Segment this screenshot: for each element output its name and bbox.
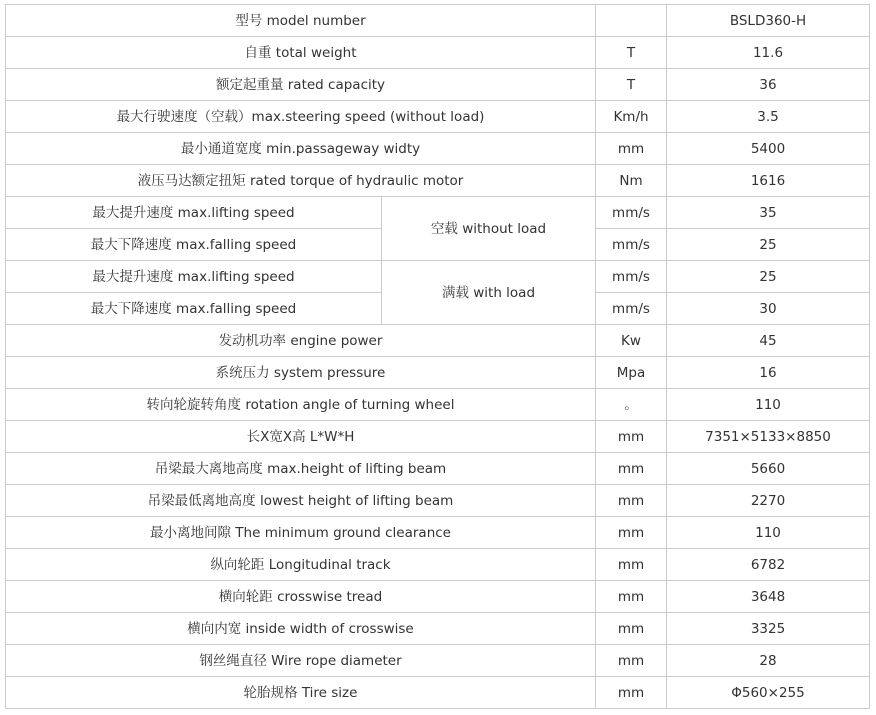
param-unit: Mpa — [596, 357, 667, 389]
table-row — [6, 453, 870, 485]
param-value: 25 — [667, 261, 870, 293]
param-unit: mm — [596, 549, 667, 581]
param-name: 自重 total weight — [6, 37, 596, 69]
param-unit: 。 — [596, 389, 667, 421]
table-row — [6, 549, 870, 581]
param-value: 3325 — [667, 613, 870, 645]
param-value: 3.5 — [667, 101, 870, 133]
param-value: 30 — [667, 293, 870, 325]
param-name: 最大下降速度 max.falling speed — [6, 229, 382, 261]
param-unit: mm — [596, 453, 667, 485]
table-row — [6, 5, 870, 37]
param-unit: mm — [596, 517, 667, 549]
param-value: 28 — [667, 645, 870, 677]
load-condition-without-load: 空载 without load — [382, 197, 596, 261]
param-value: 1616 — [667, 165, 870, 197]
table-row — [6, 69, 870, 101]
param-value: 5400 — [667, 133, 870, 165]
table-row — [6, 581, 870, 613]
param-unit: mm/s — [596, 261, 667, 293]
table-row — [6, 165, 870, 197]
param-name: 型号 model number — [6, 5, 596, 37]
param-unit — [596, 5, 667, 37]
param-name: 纵向轮距 Longitudinal track — [6, 549, 596, 581]
param-unit: T — [596, 69, 667, 101]
param-unit: mm — [596, 645, 667, 677]
param-value: 5660 — [667, 453, 870, 485]
param-value: 3648 — [667, 581, 870, 613]
spec-table — [5, 4, 870, 709]
param-unit: mm — [596, 613, 667, 645]
param-unit: mm — [596, 421, 667, 453]
param-name: 额定起重量 rated capacity — [6, 69, 596, 101]
param-name: 吊梁最低离地高度 lowest height of lifting beam — [6, 485, 596, 517]
param-unit: Km/h — [596, 101, 667, 133]
param-unit: mm/s — [596, 293, 667, 325]
param-value: 25 — [667, 229, 870, 261]
table-row — [6, 325, 870, 357]
param-unit: mm/s — [596, 229, 667, 261]
table-row — [6, 485, 870, 517]
param-value: Φ560×255 — [667, 677, 870, 709]
table-row — [6, 261, 870, 293]
param-value: 110 — [667, 389, 870, 421]
param-value: 7351×5133×8850 — [667, 421, 870, 453]
param-value: 45 — [667, 325, 870, 357]
param-name: 转向轮旋转角度 rotation angle of turning wheel — [6, 389, 596, 421]
load-condition-with-load: 满载 with load — [382, 261, 596, 325]
param-unit: Kw — [596, 325, 667, 357]
param-name: 吊梁最大离地高度 max.height of lifting beam — [6, 453, 596, 485]
table-row — [6, 677, 870, 709]
param-name: 最小通道宽度 min.passageway widty — [6, 133, 596, 165]
param-value: 36 — [667, 69, 870, 101]
param-value: 110 — [667, 517, 870, 549]
param-value: 16 — [667, 357, 870, 389]
param-name: 轮胎规格 Tire size — [6, 677, 596, 709]
table-row — [6, 389, 870, 421]
table-row — [6, 517, 870, 549]
param-value: 6782 — [667, 549, 870, 581]
param-unit: Nm — [596, 165, 667, 197]
table-row — [6, 197, 870, 229]
param-unit: mm — [596, 485, 667, 517]
table-row — [6, 37, 870, 69]
table-row — [6, 613, 870, 645]
table-row — [6, 645, 870, 677]
table-row — [6, 421, 870, 453]
param-name: 系统压力 system pressure — [6, 357, 596, 389]
param-name: 液压马达额定扭矩 rated torque of hydraulic motor — [6, 165, 596, 197]
param-value: 2270 — [667, 485, 870, 517]
param-unit: mm — [596, 133, 667, 165]
param-unit: T — [596, 37, 667, 69]
param-value: BSLD360-H — [667, 5, 870, 37]
param-name: 横向内宽 inside width of crosswise — [6, 613, 596, 645]
param-name: 最小离地间隙 The minimum ground clearance — [6, 517, 596, 549]
param-name: 最大下降速度 max.falling speed — [6, 293, 382, 325]
param-name: 发动机功率 engine power — [6, 325, 596, 357]
param-name: 最大提升速度 max.lifting speed — [6, 261, 382, 293]
param-name: 横向轮距 crosswise tread — [6, 581, 596, 613]
table-row — [6, 101, 870, 133]
param-name: 长X宽X高 L*W*H — [6, 421, 596, 453]
param-unit: mm/s — [596, 197, 667, 229]
param-name: 最大行驶速度（空载）max.steering speed (without load) — [6, 101, 596, 133]
table-row — [6, 133, 870, 165]
table-row — [6, 357, 870, 389]
param-unit: mm — [596, 677, 667, 709]
param-name: 最大提升速度 max.lifting speed — [6, 197, 382, 229]
param-unit: mm — [596, 581, 667, 613]
param-name: 钢丝绳直径 Wire rope diameter — [6, 645, 596, 677]
param-value: 11.6 — [667, 37, 870, 69]
param-value: 35 — [667, 197, 870, 229]
